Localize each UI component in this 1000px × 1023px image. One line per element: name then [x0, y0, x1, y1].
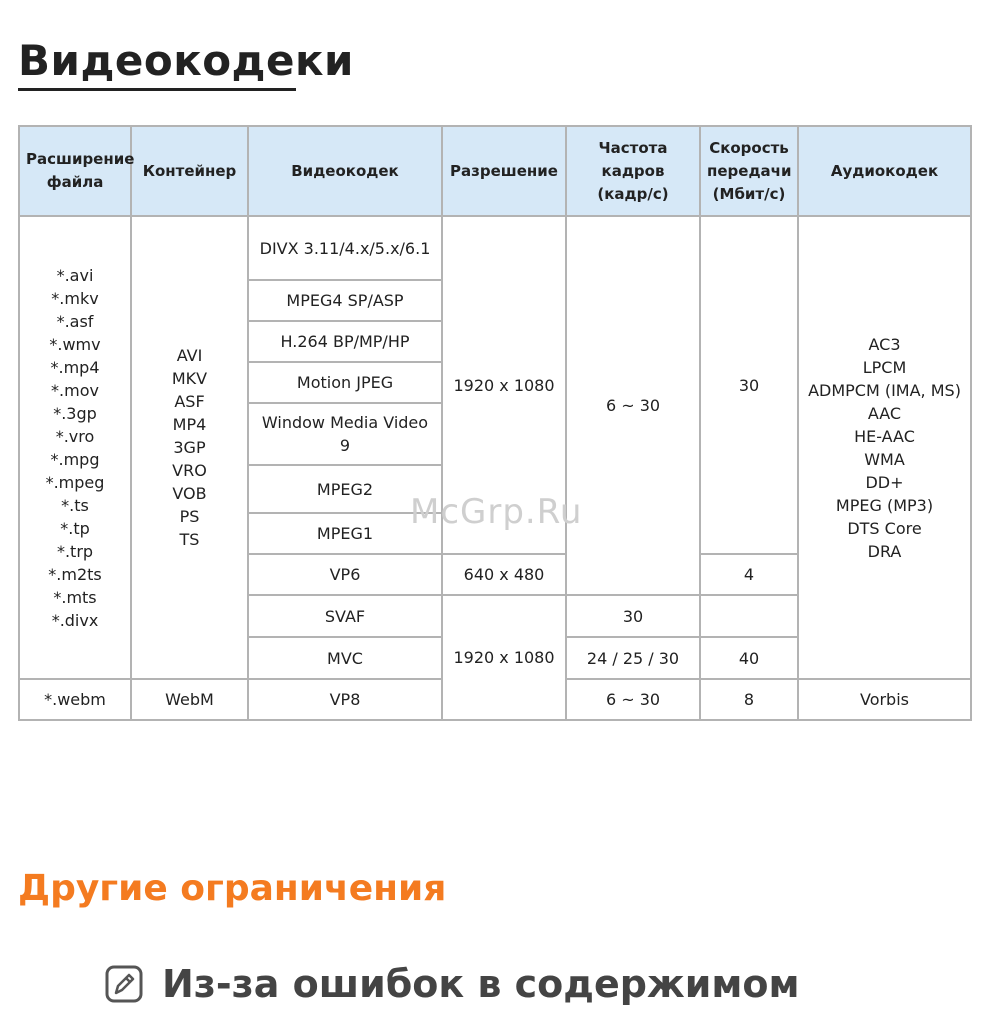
container-item: TS: [179, 530, 200, 549]
extension-item: *.ts: [61, 495, 89, 515]
video-codec-cell: SVAF: [248, 595, 442, 637]
header-extension: Расширение файла: [19, 126, 131, 216]
table-header-row: [19, 126, 971, 216]
extension-item: *.mp4: [50, 357, 100, 377]
audio-codec-item: DD+: [865, 472, 904, 492]
bitrate-cell: 8: [700, 679, 798, 720]
frame-rate-cell: 6 ~ 30: [566, 216, 700, 595]
container-item: VOB: [172, 484, 207, 503]
container-item: VRO: [172, 461, 207, 480]
extension-cell: *.webm: [19, 679, 131, 720]
watermark: McGrp.Ru: [410, 492, 583, 532]
resolution-cell: 1920 x 1080: [442, 216, 566, 554]
audio-codec-item: DRA: [867, 541, 902, 561]
extension-list: [19, 216, 131, 679]
header-resolution: Разрешение: [442, 126, 566, 216]
bitrate-cell: 40: [700, 637, 798, 679]
video-codec-cell: VP6: [248, 554, 442, 595]
section-title: Другие ограничения: [18, 868, 447, 909]
extension-item: *.avi: [56, 265, 94, 285]
audio-codec-item: AC3: [868, 334, 901, 354]
page-title: Видеокодеки: [18, 36, 354, 85]
video-codec-cell: Motion JPEG: [248, 362, 442, 403]
extension-item: *.asf: [56, 311, 94, 331]
container-item: PS: [179, 507, 200, 526]
audio-codec-item: LPCM: [862, 357, 907, 377]
video-codec-cell: Window Media Video 9: [248, 403, 442, 465]
container-item: 3GP: [173, 438, 206, 457]
audio-codec-item: MPEG (MP3): [835, 495, 934, 515]
resolution-cell: 1920 x 1080: [442, 595, 566, 720]
frame-rate-cell: 24 / 25 / 30: [566, 637, 700, 679]
header-container: Контейнер: [131, 126, 248, 216]
audio-codec-item: DTS Core: [847, 518, 922, 538]
bitrate-cell: 4: [700, 554, 798, 595]
audio-codec-item: HE-AAC: [854, 426, 915, 446]
extension-item: *.mts: [53, 587, 97, 607]
container-item: ASF: [174, 392, 205, 411]
container-item: MKV: [171, 369, 208, 388]
container-item: AVI: [176, 346, 203, 365]
header-frame-rate: Частота кадров (кадр/с): [566, 126, 700, 216]
audio-codec-item: ADMPCM (IMA, MS): [808, 380, 961, 400]
container-list: [131, 216, 248, 679]
extension-item: *.trp: [56, 541, 94, 561]
note-text: Из-за ошибок в содержимом: [162, 962, 800, 1006]
audio-codec-item: WMA: [864, 449, 905, 469]
bitrate-cell: 30: [700, 216, 798, 554]
note: [104, 962, 800, 1006]
video-codec-cell: VP8: [248, 679, 442, 720]
header-bitrate: Скорость передачи (Мбит/с): [700, 126, 798, 216]
bitrate-cell: 30: [566, 595, 700, 637]
extension-item: *.m2ts: [48, 564, 102, 584]
frame-rate-cell: 6 ~ 30: [566, 679, 700, 720]
video-codec-cell: MPEG4 SP/ASP: [248, 280, 442, 321]
extension-item: *.vro: [55, 426, 95, 446]
video-codec-cell: MPEG1: [248, 513, 442, 554]
video-codec-cell: H.264 BP/MP/HP: [248, 321, 442, 362]
extension-item: *.wmv: [49, 334, 101, 354]
video-codec-cell: DIVX 3.11/4.x/5.x/6.1: [248, 216, 442, 280]
audio-codec-item: AAC: [867, 403, 902, 423]
table-row: [19, 216, 971, 280]
container-item: MP4: [172, 415, 207, 434]
extension-item: *.divx: [51, 610, 99, 630]
extension-item: *.3gp: [53, 403, 97, 423]
title-underline: [18, 88, 296, 91]
header-audio-codec: Аудиокодек: [798, 126, 971, 216]
extension-item: *.mkv: [51, 288, 99, 308]
video-codec-cell: MVC: [248, 637, 442, 679]
audio-codec-list: [798, 216, 971, 679]
header-video-codec: Видеокодек: [248, 126, 442, 216]
extension-item: *.mpg: [50, 449, 100, 469]
container-cell: WebM: [131, 679, 248, 720]
video-codecs-table: [18, 125, 972, 721]
video-codec-cell: MPEG2: [248, 465, 442, 513]
extension-item: *.mpeg: [45, 472, 105, 492]
note-pencil-icon: [104, 964, 144, 1004]
extension-item: *.tp: [60, 518, 90, 538]
resolution-cell: 640 x 480: [442, 554, 566, 595]
extension-item: *.mov: [51, 380, 99, 400]
audio-codec-cell: Vorbis: [798, 679, 971, 720]
